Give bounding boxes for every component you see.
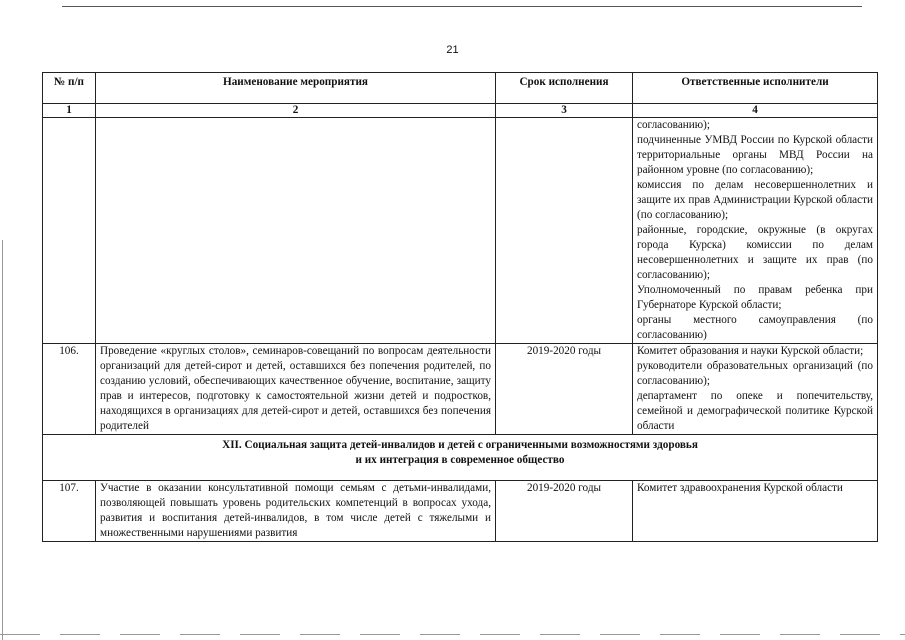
responsible-line: органы местного самоуправления (по согласованию) — [637, 314, 873, 341]
event-term: 2019-2020 годы — [496, 481, 633, 542]
column-number-1: 1 — [43, 104, 96, 118]
responsible-line: департамент по опеке и попечительству, семейной и демографической политике Курской области — [637, 390, 873, 432]
column-numbers-row — [43, 104, 878, 118]
section-title-line-2: и их интеграция в современное общество — [355, 454, 565, 466]
event-name: Проведение «круглых столов», семинаров-совещаний по вопросам деятельности организаций для детей-сирот и детей, оставшихся без попечения родителей, по созданию условий, обеспечивающих качественное обучение, воспитание, защиту прав и интересов, подготовку к самостоятельной жизни детей и подростков, находящихся в организациях для детей-сирот и детей, оставшихся без попечения родителей — [96, 344, 496, 435]
event-responsible: Комитет здравоохранения Курской области — [633, 481, 878, 542]
bottom-scan-line — [0, 634, 905, 635]
header-name: Наименование мероприятия — [96, 73, 496, 104]
events-table — [42, 72, 878, 542]
responsible-line: Комитет образования и науки Курской области; — [637, 345, 864, 357]
section-title-line-1: XII. Социальная защита детей-инвалидов и детей с ограниченными возможностями здоровья — [222, 439, 698, 451]
cell-name — [96, 118, 496, 344]
header-row — [43, 73, 878, 104]
responsible-line: согласованию); — [637, 119, 710, 131]
cell-responsible — [633, 118, 878, 344]
cell-num — [43, 118, 96, 344]
column-number-4: 4 — [633, 104, 878, 118]
header-num: № п/п — [43, 73, 96, 104]
responsible-line: районные, городские, окружные (в округах города Курска) комиссии по делам несовершеннолетних и защите их прав (по согласованию); — [637, 224, 873, 281]
table-row-107 — [43, 481, 878, 542]
header-responsible: Ответственные исполнители — [633, 73, 878, 104]
section-heading — [43, 435, 878, 481]
column-number-2: 2 — [96, 104, 496, 118]
table-row-continued — [43, 118, 878, 344]
row-number: 107. — [43, 481, 96, 542]
cell-responsible — [633, 344, 878, 435]
section-heading-row — [43, 435, 878, 481]
row-number: 106. — [43, 344, 96, 435]
top-border-line — [62, 6, 862, 7]
event-name: Участие в оказании консультативной помощи семьям с детьми-инвалидами, позволяющей повышать уровень родительских компетенций в вопросах ухода, развития и воспитания детей-инвалидов, в том числе детей с тяжелыми и множественными нарушениями развития — [96, 481, 496, 542]
header-term: Срок исполнения — [496, 73, 633, 104]
cell-term — [496, 118, 633, 344]
responsible-line: комиссия по делам несовершеннолетних и защите их прав Администрации Курской области (по согласованию); — [637, 179, 873, 221]
table-row-106 — [43, 344, 878, 435]
responsible-line: подчиненные УМВД России по Курской области территориальные органы МВД России на районном уровне (по согласованию); — [637, 134, 873, 176]
page-number: 21 — [446, 44, 459, 56]
responsible-line: Уполномоченный по правам ребенка при Губернаторе Курской области; — [637, 284, 873, 311]
column-number-3: 3 — [496, 104, 633, 118]
responsible-line: руководители образовательных организаций (по согласованию); — [637, 360, 873, 387]
scan-edge-line — [2, 240, 3, 640]
event-term: 2019-2020 годы — [496, 344, 633, 435]
